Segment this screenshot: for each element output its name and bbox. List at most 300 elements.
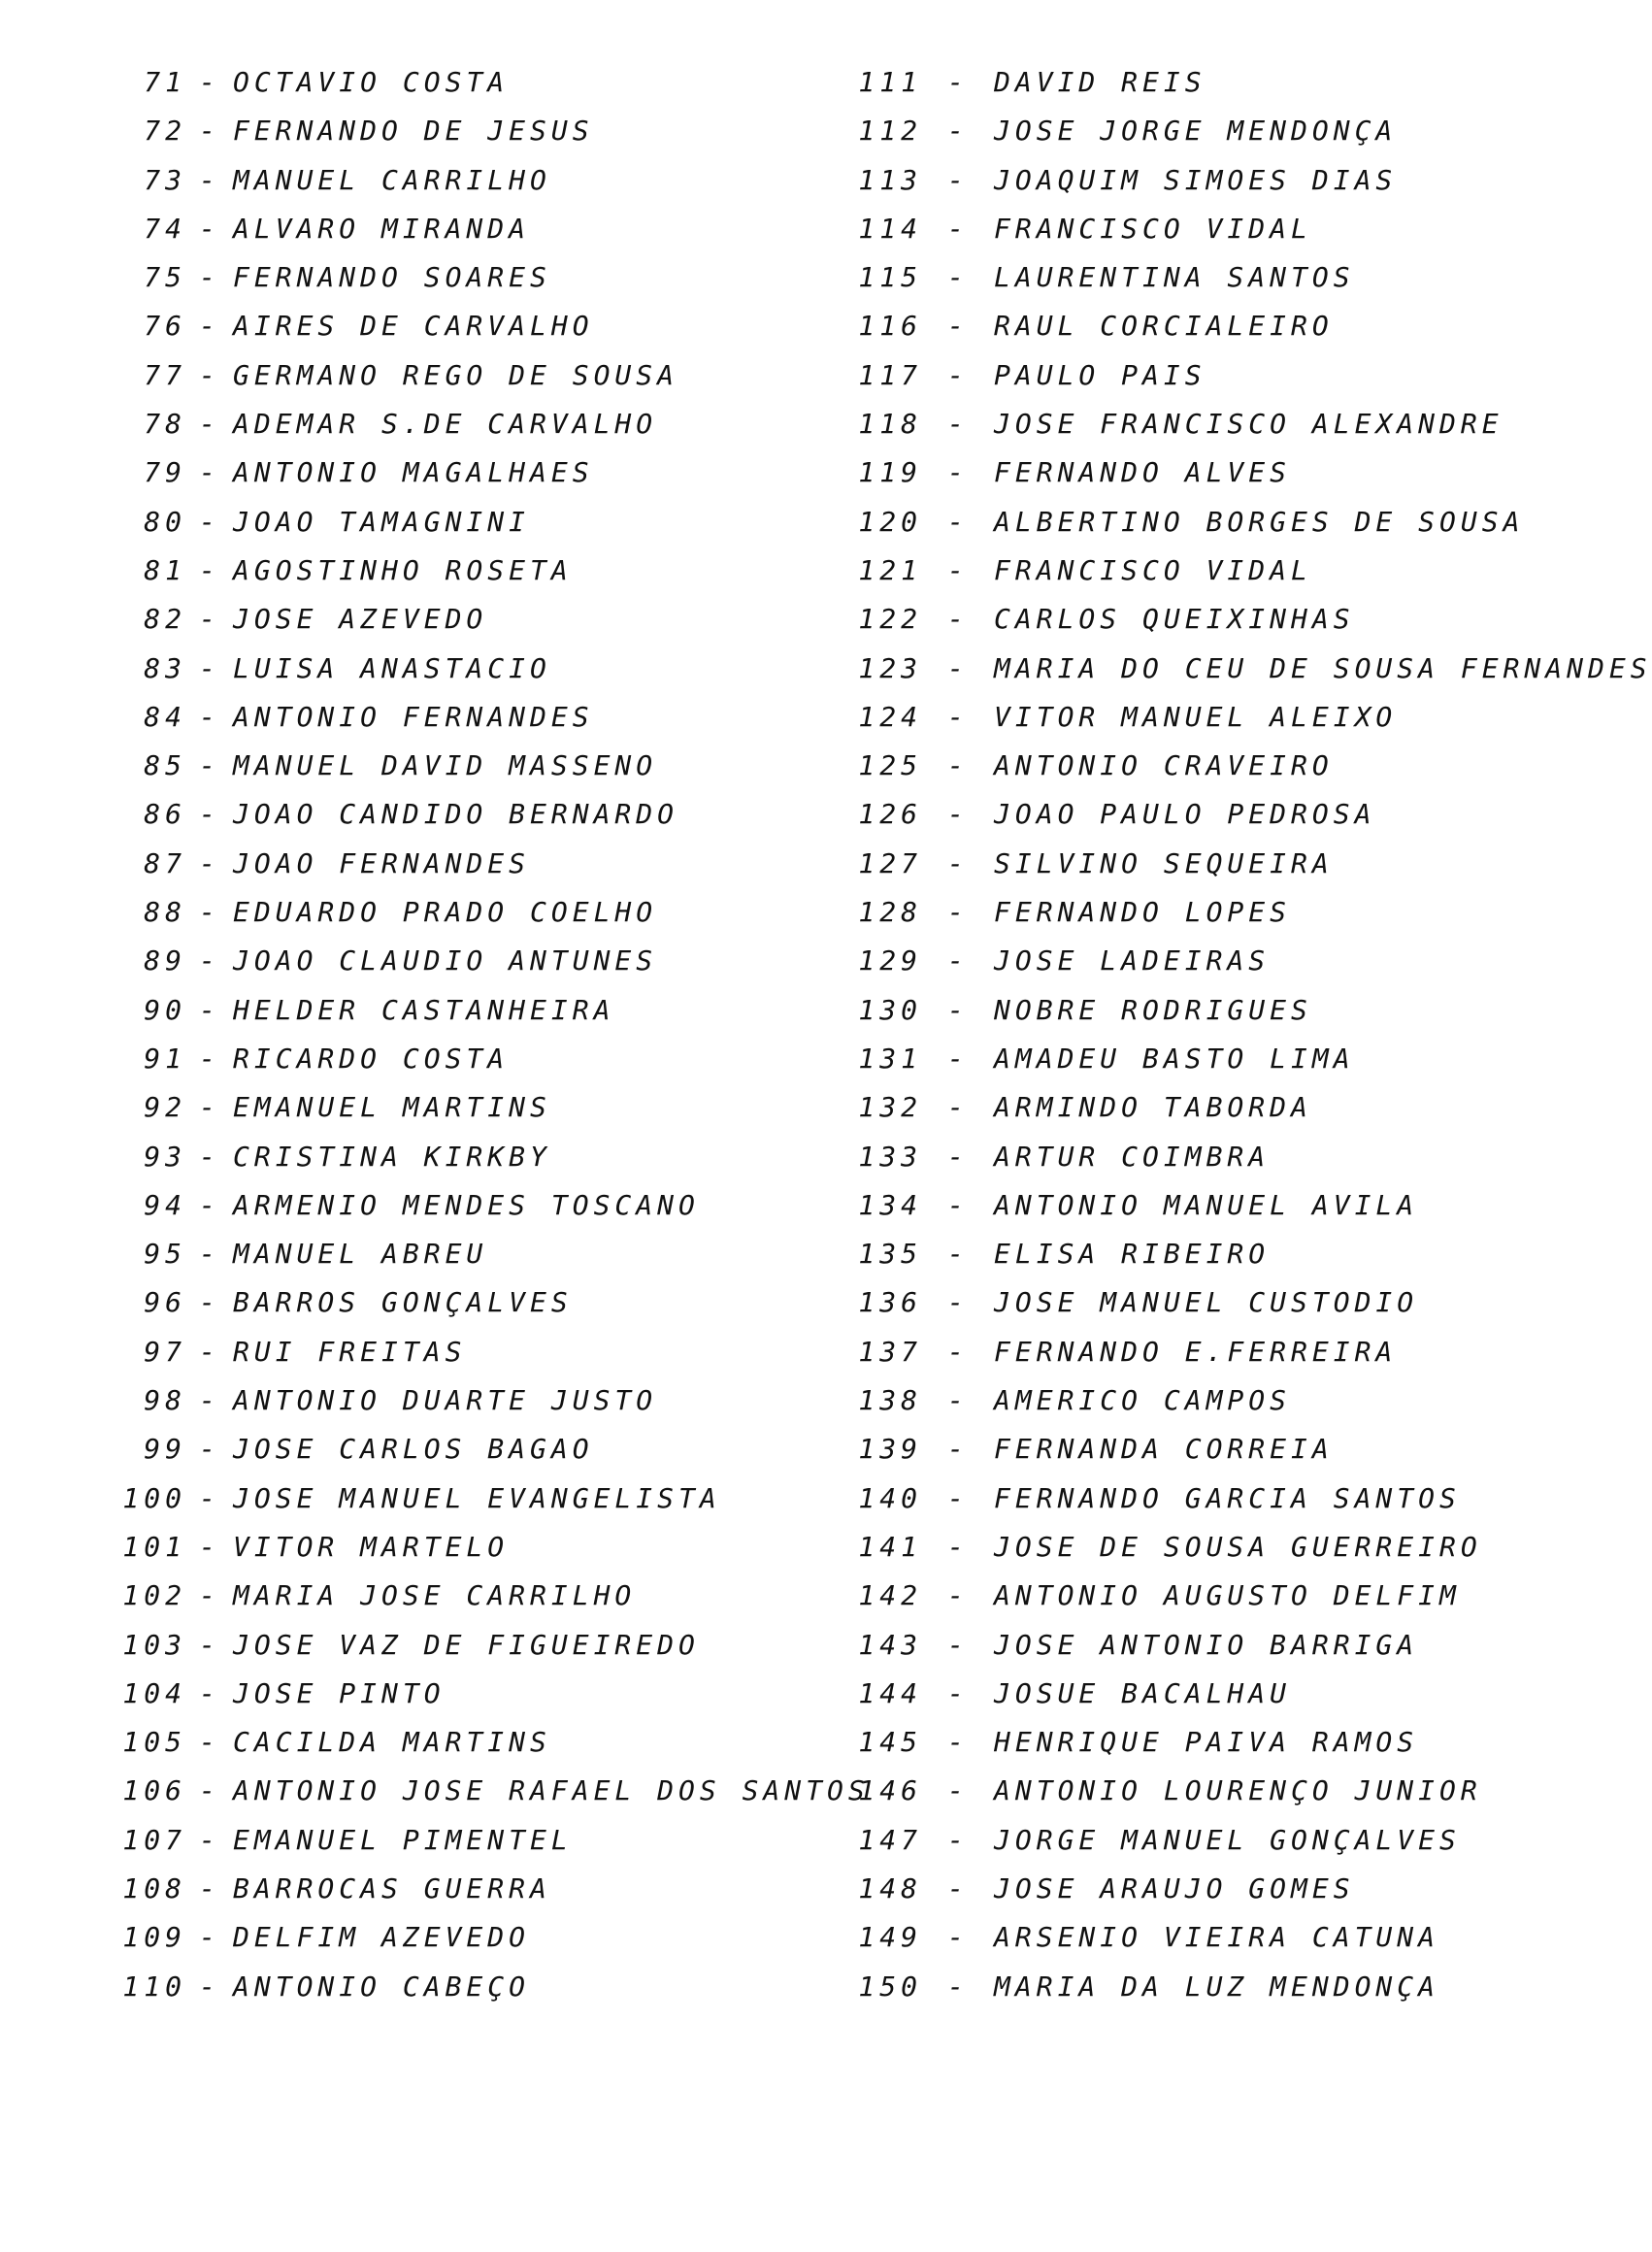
entry-name: RAUL CORCIALEIRO — [994, 310, 1334, 343]
entry-separator: - — [199, 1384, 220, 1417]
entry-number: 128 — [858, 896, 922, 929]
entry-name: AMERICO CAMPOS — [994, 1384, 1292, 1417]
entry-separator: - — [199, 115, 220, 148]
entry-number: 130 — [858, 993, 922, 1026]
list-item — [97, 1474, 844, 1523]
entry-name: PAULO PAIS — [994, 358, 1206, 391]
list-item — [835, 400, 1584, 448]
entry-name: JOSE LADEIRAS — [994, 944, 1271, 977]
entry-name: VITOR MANUEL ALEIXO — [994, 700, 1398, 733]
entry-name: MANUEL CARRILHO — [233, 163, 551, 196]
entry-name: NOBRE RODRIGUES — [994, 993, 1312, 1026]
entry-number: 88 — [144, 896, 186, 929]
entry-separator: - — [199, 1238, 220, 1271]
entry-name: MARIA DO CEU DE SOUSA FERNANDES — [994, 651, 1652, 684]
list-item — [835, 1767, 1584, 1815]
entry-name: MARIA DA LUZ MENDONÇA — [994, 1970, 1440, 2003]
entry-separator: - — [947, 944, 969, 977]
entry-separator: - — [947, 749, 969, 782]
entry-number: 119 — [858, 456, 922, 489]
entry-number: 142 — [858, 1579, 922, 1612]
entry-name: CARLOS QUEIXINHAS — [994, 603, 1355, 636]
entry-separator: - — [947, 896, 969, 929]
list-item — [97, 400, 844, 448]
entry-name: JOAO TAMAGNINI — [233, 505, 531, 538]
entry-number: 97 — [144, 1335, 186, 1368]
entry-name: ARMENIO MENDES TOSCANO — [233, 1188, 700, 1221]
entry-number: 96 — [144, 1286, 186, 1319]
entry-separator: - — [199, 358, 220, 391]
list-item — [835, 1963, 1584, 2011]
entry-name: JOSE ARAUJO GOMES — [994, 1871, 1355, 1904]
entry-separator: - — [199, 261, 220, 294]
entry-number: 95 — [144, 1238, 186, 1271]
entry-separator: - — [947, 1433, 969, 1466]
entry-separator: - — [199, 1579, 220, 1612]
list-item — [835, 253, 1584, 302]
entry-separator: - — [199, 505, 220, 538]
list-item — [97, 1670, 844, 1718]
entry-number: 106 — [122, 1774, 186, 1807]
entry-name: SILVINO SEQUEIRA — [994, 846, 1334, 879]
entry-separator: - — [947, 212, 969, 245]
entry-number: 94 — [144, 1188, 186, 1221]
entry-number: 104 — [122, 1676, 186, 1709]
list-item — [835, 1865, 1584, 1913]
entry-separator: - — [199, 1433, 220, 1466]
entry-name: JOSE PINTO — [233, 1676, 446, 1709]
entry-name: LUISA ANASTACIO — [233, 651, 551, 684]
entry-name: JOSE JORGE MENDONÇA — [994, 115, 1398, 148]
entry-number: 141 — [858, 1530, 922, 1563]
list-item — [835, 1425, 1584, 1474]
entry-number: 133 — [858, 1140, 922, 1173]
list-item — [835, 205, 1584, 253]
entry-separator: - — [199, 1286, 220, 1319]
entry-number: 82 — [144, 603, 186, 636]
list-item — [835, 645, 1652, 693]
entry-number: 132 — [858, 1091, 922, 1124]
entry-number: 110 — [122, 1970, 186, 2003]
entry-name: ANTONIO DUARTE JUSTO — [233, 1384, 658, 1417]
list-item — [835, 1181, 1584, 1230]
list-item — [97, 546, 844, 595]
list-item — [97, 205, 844, 253]
entry-number: 148 — [858, 1871, 922, 1904]
entry-separator: - — [947, 1188, 969, 1221]
entry-number: 134 — [858, 1188, 922, 1221]
list-item — [835, 1133, 1584, 1181]
list-item — [835, 937, 1584, 985]
entry-number: 139 — [858, 1433, 922, 1466]
entry-number: 77 — [144, 358, 186, 391]
list-item — [835, 595, 1584, 644]
entry-separator: - — [947, 1481, 969, 1514]
entry-number: 102 — [122, 1579, 186, 1612]
entry-name: MARIA JOSE CARRILHO — [233, 1579, 637, 1612]
list-item — [835, 302, 1584, 350]
entry-number: 72 — [144, 115, 186, 148]
list-item — [835, 888, 1584, 937]
entry-separator: - — [947, 358, 969, 391]
list-item — [835, 742, 1584, 790]
entry-separator: - — [947, 1726, 969, 1759]
entry-name: LAURENTINA SANTOS — [994, 261, 1355, 294]
entry-separator: - — [947, 1871, 969, 1904]
entry-name: CRISTINA KIRKBY — [233, 1140, 551, 1173]
entry-number: 105 — [122, 1726, 186, 1759]
list-item — [97, 693, 844, 742]
list-item — [835, 1718, 1584, 1767]
entry-name: GERMANO REGO DE SOUSA — [233, 358, 679, 391]
entry-name: ANTONIO MANUEL AVILA — [994, 1188, 1419, 1221]
entry-separator: - — [199, 993, 220, 1026]
entry-name: RUI FREITAS — [233, 1335, 467, 1368]
entry-number: 118 — [858, 408, 922, 441]
entry-number: 131 — [858, 1042, 922, 1075]
entry-name: BARROS GONÇALVES — [233, 1286, 573, 1319]
entry-name: ANTONIO LOURENÇO JUNIOR — [994, 1774, 1482, 1807]
list-item — [97, 1913, 844, 1962]
entry-name: AMADEU BASTO LIMA — [994, 1042, 1355, 1075]
entry-separator: - — [199, 163, 220, 196]
entry-number: 136 — [858, 1286, 922, 1319]
entry-separator: - — [199, 408, 220, 441]
entry-separator: - — [199, 1188, 220, 1221]
entry-separator: - — [947, 651, 969, 684]
entry-number: 80 — [144, 505, 186, 538]
entry-number: 98 — [144, 1384, 186, 1417]
entry-name: BARROCAS GUERRA — [233, 1871, 551, 1904]
entry-number: 87 — [144, 846, 186, 879]
entry-number: 86 — [144, 798, 186, 831]
entry-separator: - — [199, 1676, 220, 1709]
entry-name: FERNANDA CORREIA — [994, 1433, 1334, 1466]
entry-name: EDUARDO PRADO COELHO — [233, 896, 658, 929]
list-item — [97, 1718, 844, 1767]
entry-separator: - — [199, 212, 220, 245]
entry-number: 107 — [122, 1823, 186, 1856]
entry-name: JOSE DE SOUSA GUERREIRO — [994, 1530, 1482, 1563]
entry-number: 74 — [144, 212, 186, 245]
entry-separator: - — [947, 505, 969, 538]
entry-number: 90 — [144, 993, 186, 1026]
list-item — [97, 498, 844, 546]
entry-name: ANTONIO FERNANDES — [233, 700, 594, 733]
entry-separator: - — [199, 1042, 220, 1075]
entry-separator: - — [947, 1970, 969, 2003]
entry-separator: - — [947, 1384, 969, 1417]
entry-separator: - — [947, 310, 969, 343]
entry-number: 147 — [858, 1823, 922, 1856]
entry-separator: - — [947, 993, 969, 1026]
entry-number: 109 — [122, 1921, 186, 1954]
entry-name: JOSE AZEVEDO — [233, 603, 488, 636]
entry-name: MANUEL ABREU — [233, 1238, 488, 1271]
entry-separator: - — [199, 1481, 220, 1514]
entry-number: 91 — [144, 1042, 186, 1075]
entry-number: 78 — [144, 408, 186, 441]
list-item — [835, 1621, 1584, 1670]
entry-separator: - — [199, 1530, 220, 1563]
list-item — [97, 595, 844, 644]
entry-separator: - — [947, 408, 969, 441]
entry-separator: - — [199, 1871, 220, 1904]
entry-number: 79 — [144, 456, 186, 489]
entry-number: 144 — [858, 1676, 922, 1709]
entry-number: 138 — [858, 1384, 922, 1417]
entry-separator: - — [947, 163, 969, 196]
entry-name: JOSE MANUEL EVANGELISTA — [233, 1481, 721, 1514]
list-item — [97, 645, 844, 693]
list-item — [835, 1328, 1584, 1376]
list-item — [97, 1035, 844, 1083]
entry-separator: - — [947, 1921, 969, 1954]
entry-separator: - — [947, 261, 969, 294]
left-name-list — [97, 58, 870, 2011]
entry-number: 126 — [858, 798, 922, 831]
list-item — [97, 1621, 844, 1670]
entry-number: 120 — [858, 505, 922, 538]
entry-name: DAVID REIS — [994, 66, 1206, 98]
entry-separator: - — [947, 1140, 969, 1173]
entry-separator: - — [199, 1628, 220, 1661]
entry-number: 89 — [144, 944, 186, 977]
entry-number: 100 — [122, 1481, 186, 1514]
entry-number: 143 — [858, 1628, 922, 1661]
entry-separator: - — [199, 1823, 220, 1856]
entry-name: VITOR MARTELO — [233, 1530, 510, 1563]
entry-name: JORGE MANUEL GONÇALVES — [994, 1823, 1461, 1856]
entry-name: AIRES DE CARVALHO — [233, 310, 594, 343]
entry-name: FRANCISCO VIDAL — [994, 212, 1312, 245]
entry-name: EMANUEL PIMENTEL — [233, 1823, 573, 1856]
entry-number: 113 — [858, 163, 922, 196]
entry-name: ANTONIO CABEÇO — [233, 1970, 531, 2003]
entry-name: JOSE CARLOS BAGAO — [233, 1433, 594, 1466]
entry-name: FERNANDO ALVES — [994, 456, 1292, 489]
entry-separator: - — [199, 700, 220, 733]
entry-number: 124 — [858, 700, 922, 733]
entry-separator: - — [947, 1628, 969, 1661]
list-item — [97, 742, 844, 790]
list-item — [835, 986, 1584, 1035]
list-item — [97, 302, 844, 350]
entry-separator: - — [947, 700, 969, 733]
list-item — [97, 1133, 844, 1181]
entry-number: 71 — [144, 66, 186, 98]
entry-separator: - — [199, 456, 220, 489]
list-item — [835, 1816, 1584, 1865]
entry-name: ARTUR COIMBRA — [994, 1140, 1271, 1173]
entry-name: JOAO PAULO PEDROSA — [994, 798, 1376, 831]
entry-separator: - — [947, 846, 969, 879]
entry-name: JOSUE BACALHAU — [994, 1676, 1292, 1709]
entry-separator: - — [947, 553, 969, 586]
list-item — [835, 1230, 1584, 1278]
entry-name: ALBERTINO BORGES DE SOUSA — [994, 505, 1525, 538]
entry-number: 93 — [144, 1140, 186, 1173]
list-item — [835, 498, 1584, 546]
list-item — [835, 58, 1584, 107]
entry-separator: - — [199, 66, 220, 98]
entry-separator: - — [947, 603, 969, 636]
list-item — [97, 1425, 844, 1474]
entry-name: FERNANDO SOARES — [233, 261, 551, 294]
list-item — [97, 790, 844, 839]
list-item — [835, 1083, 1584, 1132]
entry-separator: - — [947, 1335, 969, 1368]
entry-separator: - — [199, 1970, 220, 2003]
list-item — [97, 1181, 844, 1230]
entry-number: 135 — [858, 1238, 922, 1271]
list-item — [97, 1278, 844, 1327]
entry-separator: - — [199, 749, 220, 782]
entry-separator: - — [199, 553, 220, 586]
entry-number: 140 — [858, 1481, 922, 1514]
entry-number: 117 — [858, 358, 922, 391]
entry-name: FERNANDO GARCIA SANTOS — [994, 1481, 1461, 1514]
list-item — [835, 693, 1584, 742]
list-item — [97, 107, 844, 155]
entry-name: ANTONIO AUGUSTO DELFIM — [994, 1579, 1461, 1612]
entry-name: JOAO CLAUDIO ANTUNES — [233, 944, 658, 977]
entry-name: EMANUEL MARTINS — [233, 1091, 551, 1124]
entry-separator: - — [947, 66, 969, 98]
list-item — [97, 351, 844, 400]
list-item — [97, 1230, 844, 1278]
entry-separator: - — [199, 1140, 220, 1173]
list-item — [835, 1523, 1584, 1572]
entry-separator: - — [199, 896, 220, 929]
list-item — [97, 58, 844, 107]
entry-name: ANTONIO MAGALHAES — [233, 456, 594, 489]
entry-separator: - — [947, 1530, 969, 1563]
entry-separator: - — [947, 1579, 969, 1612]
list-item — [97, 1816, 844, 1865]
entry-name: MANUEL DAVID MASSENO — [233, 749, 658, 782]
entry-number: 81 — [144, 553, 186, 586]
list-item — [835, 840, 1584, 888]
list-item — [97, 1865, 844, 1913]
entry-name: ELISA RIBEIRO — [994, 1238, 1271, 1271]
entry-name: ARSENIO VIEIRA CATUNA — [994, 1921, 1440, 1954]
entry-separator: - — [947, 1238, 969, 1271]
entry-name: ANTONIO JOSE RAFAEL DOS SANTOS — [233, 1774, 870, 1807]
entry-number: 73 — [144, 163, 186, 196]
list-item — [97, 1963, 844, 2011]
entry-name: AGOSTINHO ROSETA — [233, 553, 573, 586]
entry-separator: - — [947, 1774, 969, 1807]
entry-name: JOSE MANUEL CUSTODIO — [994, 1286, 1419, 1319]
list-item — [835, 107, 1584, 155]
entry-number: 116 — [858, 310, 922, 343]
entry-name: JOAO FERNANDES — [233, 846, 531, 879]
list-item — [835, 156, 1584, 205]
entry-separator: - — [199, 310, 220, 343]
entry-separator: - — [947, 456, 969, 489]
list-item — [97, 840, 844, 888]
list-item — [835, 790, 1584, 839]
entry-number: 111 — [858, 66, 922, 98]
entry-name: ALVARO MIRANDA — [233, 212, 531, 245]
entry-number: 129 — [858, 944, 922, 977]
entry-number: 92 — [144, 1091, 186, 1124]
list-item — [835, 448, 1584, 497]
entry-number: 103 — [122, 1628, 186, 1661]
list-item — [97, 986, 844, 1035]
list-item — [835, 1035, 1584, 1083]
entry-number: 101 — [122, 1530, 186, 1563]
entry-number: 149 — [858, 1921, 922, 1954]
list-item — [835, 546, 1584, 595]
entry-number: 145 — [858, 1726, 922, 1759]
list-item — [835, 1670, 1584, 1718]
entry-separator: - — [947, 798, 969, 831]
entry-separator: - — [199, 1091, 220, 1124]
list-item — [97, 1083, 844, 1132]
entry-name: CACILDA MARTINS — [233, 1726, 551, 1759]
entry-separator: - — [947, 1286, 969, 1319]
entry-separator: - — [199, 1335, 220, 1368]
entry-name: JOSE ANTONIO BARRIGA — [994, 1628, 1419, 1661]
entry-name: ANTONIO CRAVEIRO — [994, 749, 1334, 782]
entry-name: FERNANDO DE JESUS — [233, 115, 594, 148]
list-item — [97, 448, 844, 497]
list-item — [97, 1523, 844, 1572]
entry-number: 150 — [858, 1970, 922, 2003]
list-item — [97, 888, 844, 937]
entry-number: 75 — [144, 261, 186, 294]
entry-separator: - — [947, 1042, 969, 1075]
entry-name: JOAO CANDIDO BERNARDO — [233, 798, 679, 831]
entry-number: 122 — [858, 603, 922, 636]
entry-name: HELDER CASTANHEIRA — [233, 993, 615, 1026]
entry-number: 146 — [858, 1774, 922, 1807]
list-item — [97, 937, 844, 985]
list-item — [97, 253, 844, 302]
list-item — [835, 1474, 1584, 1523]
list-item — [97, 1376, 844, 1425]
entry-separator: - — [199, 944, 220, 977]
entry-name: JOSE VAZ DE FIGUEIREDO — [233, 1628, 700, 1661]
entry-name: FERNANDO LOPES — [994, 896, 1292, 929]
entry-number: 76 — [144, 310, 186, 343]
entry-number: 108 — [122, 1871, 186, 1904]
entry-name: FERNANDO E.FERREIRA — [994, 1335, 1398, 1368]
entry-number: 99 — [144, 1433, 186, 1466]
entry-number: 137 — [858, 1335, 922, 1368]
entry-number: 85 — [144, 749, 186, 782]
entry-separator: - — [199, 1774, 220, 1807]
entry-separator: - — [947, 1823, 969, 1856]
list-item — [97, 1572, 844, 1620]
entry-name: JOAQUIM SIMOES DIAS — [994, 163, 1398, 196]
entry-number: 115 — [858, 261, 922, 294]
entry-number: 84 — [144, 700, 186, 733]
right-name-list — [835, 58, 1652, 2011]
entry-name: DELFIM AZEVEDO — [233, 1921, 531, 1954]
entry-separator: - — [199, 798, 220, 831]
entry-name: HENRIQUE PAIVA RAMOS — [994, 1726, 1419, 1759]
entry-name: OCTAVIO COSTA — [233, 66, 510, 98]
entry-separator: - — [947, 1676, 969, 1709]
entry-separator: - — [199, 1921, 220, 1954]
entry-separator: - — [199, 651, 220, 684]
list-item — [97, 1328, 844, 1376]
list-item — [835, 1376, 1584, 1425]
list-item — [97, 156, 844, 205]
